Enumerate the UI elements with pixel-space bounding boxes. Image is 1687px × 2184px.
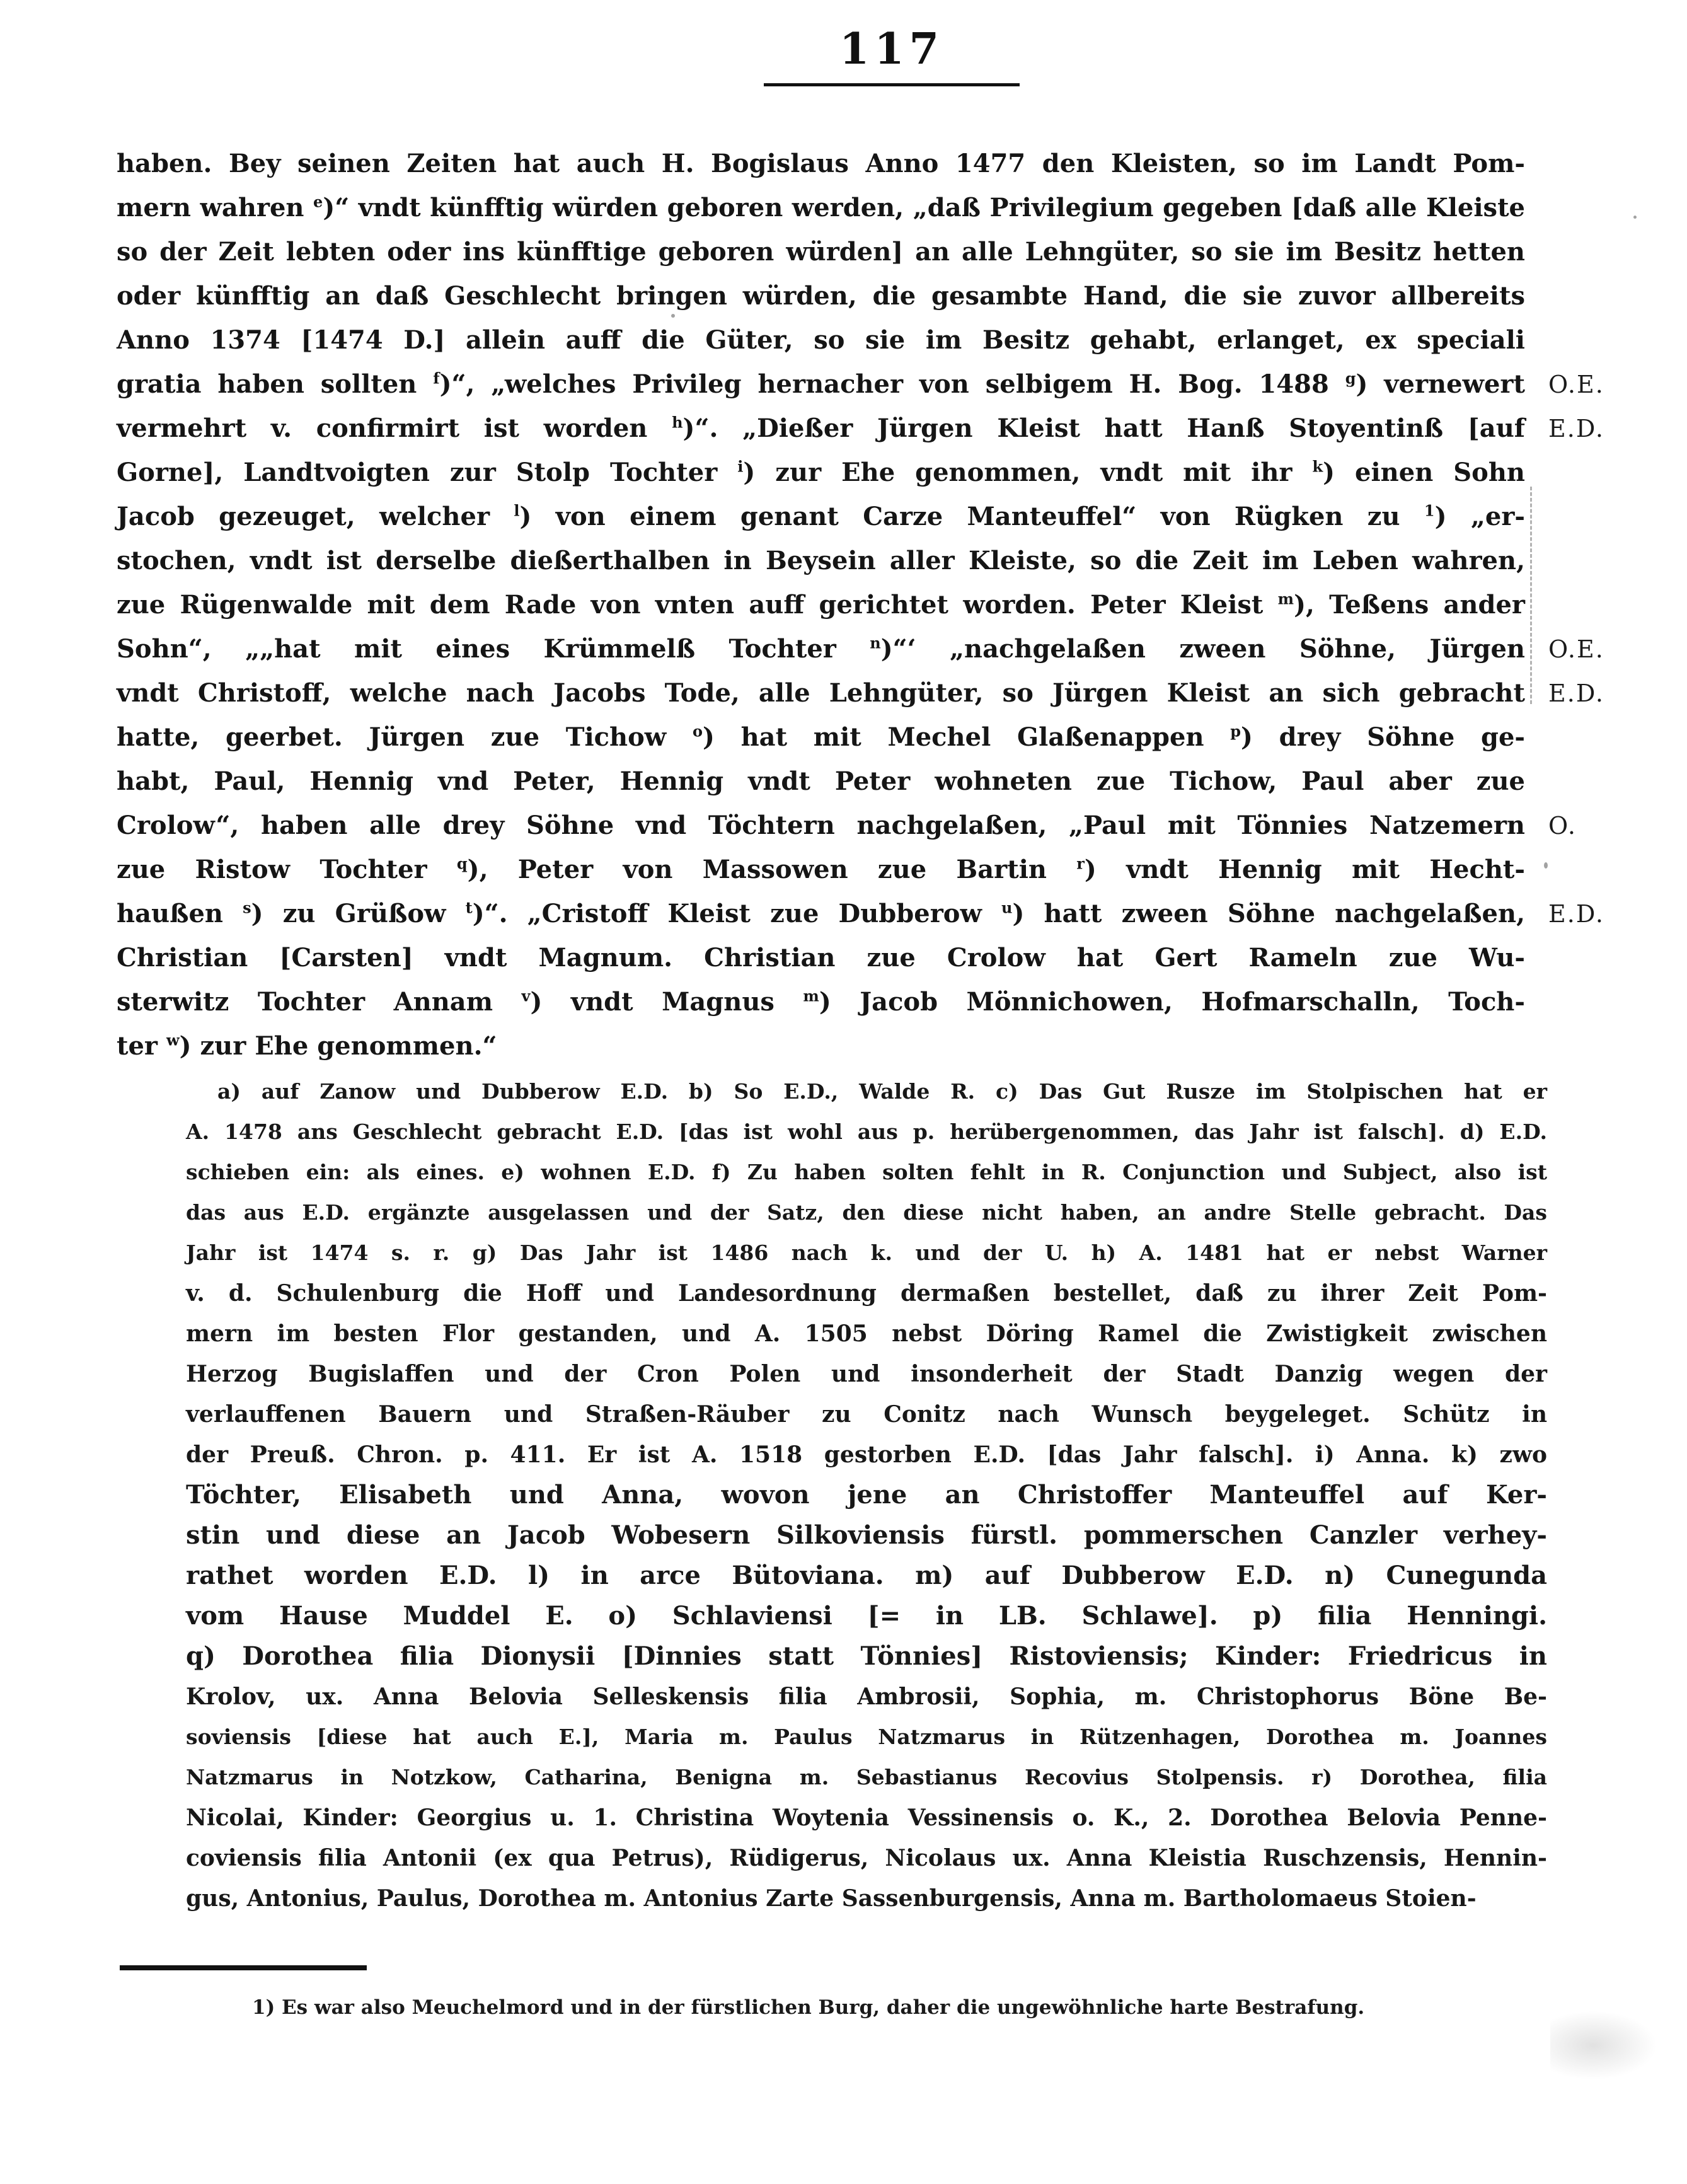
body-line: so der Zeit lebten oder ins künfftige geboren würden] an alle Lehngüter, so sie im Besitz hetten <box>117 237 1525 267</box>
scan-speck <box>1544 862 1548 869</box>
footnote-line: soviensis [diese hat auch E.], Maria m. Paulus Natzmarus in Rützenhagen, Dorothea m. Joannes <box>186 1725 1547 1749</box>
footnote-line: verlauffenen Bauern und Straßen-Räuber zu Conitz nach Wunsch beygeleget. Schütz in <box>186 1401 1547 1428</box>
scan-speck <box>671 314 675 318</box>
footnote-line: q) Dorothea filia Dionysii [Dinnies statt Tönnies] Ristoviensis; Kinder: Friedricus in <box>186 1641 1547 1671</box>
body-line: Gorne], Landtvoigten zur Stolp Tochter $^i$) zur Ehe genommen, vndt mit ihr $^k$) einen Sohn <box>117 457 1526 487</box>
footnote-line: schieben ein: als eines. e) wohnen E.D. f) Zu haben solten fehlt in R. Conjunction und Subject, also ist <box>186 1160 1547 1184</box>
footnote-line: a) auf Zanow und Dubberow E.D. b) So E.D., Walde R. c) Das Gut Rusze im Stolpischen hat er <box>217 1079 1547 1104</box>
body-line: mern wahren $^e$)“ vndt künfftig würden geboren werden, „daß Privilegium gegeben [daß alle Kleiste <box>117 192 1526 222</box>
body-line: haben. Bey seinen Zeiten hat auch H. Bogislaus Anno 1477 den Kleisten, so im Landt Pom- <box>117 149 1525 178</box>
scan-artifact-line <box>1530 487 1532 704</box>
margin-note: O.E. <box>1548 635 1604 663</box>
body-line: zue Ristow Tochter $^q$), Peter von Massowen zue Bartin $^r$) vndt Hennig mit Hecht- <box>117 854 1525 884</box>
footnote-line: rathet worden E.D. l) in arce Bütoviana. m) auf Dubberow E.D. n) Cunegunda <box>186 1561 1547 1590</box>
body-line: zue Rügenwalde mit dem Rade von vnten auff gerichtet worden. Peter Kleist $^m$), Teßens ander <box>117 589 1525 620</box>
footnotes-block <box>186 1072 1547 1919</box>
body-line: Anno 1374 [1474 D.] allein auff die Güter, so sie im Besitz gehabt, erlanget, ex speciali <box>117 325 1525 355</box>
footnote-line: Herzog Bugislaffen und der Cron Polen und insonderheit der Stadt Danzig wegen der <box>186 1361 1547 1387</box>
body-line: gratia haben sollten $^f$)“, „welches Privileg hernacher von selbigem H. Bog. 1488 $^g$) vernewert <box>117 369 1525 399</box>
margin-note: E.D. <box>1548 679 1605 707</box>
body-line: stochen, vndt ist derselbe dießerthalben in Beysein aller Kleiste, so die Zeit im Leben wahren, <box>117 546 1525 575</box>
main-text-block <box>117 142 1605 1068</box>
scan-speck <box>1633 216 1637 219</box>
footnote-line: mern im besten Flor gestanden, und A. 1505 nebst Döring Ramel die Zwistigkeit zwischen <box>186 1320 1547 1347</box>
footnote-line: coviensis filia Antonii (ex qua Petrus), Rüdigerus, Nicolaus ux. Anna Kleistia Ruschzensis, Hennin- <box>186 1845 1547 1871</box>
bottom-footnote: 1) Es war also Meuchelmord und in der fürstlichen Burg, daher die ungewöhnliche harte Bestrafung. <box>252 1996 1365 2019</box>
footnote-line: A. 1478 ans Geschlecht gebracht E.D. [das ist wohl aus p. herübergenommen, das Jahr ist falsch]. d) E.D. <box>186 1119 1547 1144</box>
footnote-line: Nicolai, Kinder: Georgius u. 1. Christina Woytenia Vessinensis o. K., 2. Dorothea Belovia Penne- <box>186 1805 1547 1831</box>
body-line: Jacob gezeuget, welcher $^l$) von einem genant Carze Manteuffel“ von Rügken zu $^1$) „er- <box>117 501 1526 531</box>
body-line: hatte, geerbet. Jürgen zue Tichow $^o$) hat mit Mechel Glaßenappen $^p$) drey Söhne ge- <box>117 722 1525 752</box>
footnote-line: Töchter, Elisabeth und Anna, wovon jene an Christoffer Manteuffel auf Ker- <box>186 1480 1547 1510</box>
footnote-line: stin und diese an Jacob Wobesern Silkoviensis fürstl. pommerschen Canzler verhey- <box>186 1520 1547 1550</box>
body-line: oder künfftig an daß Geschlecht bringen würden, die gesambte Hand, die sie zuvor allbereits <box>117 281 1525 311</box>
body-line: Christian [Carsten] vndt Magnum. Christian zue Crolow hat Gert Rameln zue Wu- <box>117 943 1525 973</box>
body-line: Sohn“, „„hat mit eines Krümmelß Tochter $^n$)“‘ „nachgelaßen zween Söhne, Jürgen <box>117 633 1525 664</box>
footnote-line: Natzmarus in Notzkow, Catharina, Benigna m. Sebastianus Recovius Stolpensis. r) Dorothea, filia <box>186 1765 1547 1789</box>
page-number: 117 <box>839 24 944 74</box>
footnote-line: gus, Antonius, Paulus, Dorothea m. Antonius Zarte Sassenburgensis, Anna m. Bartholomaeus Stoien- <box>186 1885 1477 1912</box>
footnote-line: v. d. Schulenburg die Hoff und Landesordnung dermaßen bestellet, daß zu ihrer Zeit Pom- <box>186 1280 1547 1307</box>
body-line: habt, Paul, Hennig vnd Peter, Hennig vndt Peter wohneten zue Tichow, Paul aber zue <box>117 766 1525 796</box>
page-number-rule <box>764 83 1020 86</box>
margin-note: O. <box>1548 812 1577 840</box>
body-line: ter $^w$) zur Ehe genommen.“ <box>117 1031 497 1061</box>
footnote-line: vom Hause Muddel E. o) Schlaviensi [= in LB. Schlawe]. p) filia Henningi. <box>186 1601 1547 1631</box>
body-line: vermehrt v. confirmirt ist worden $^h$)“. „Dießer Jürgen Kleist hatt Hanß Stoyentinß [auf <box>117 413 1525 443</box>
footnote-line: das aus E.D. ergänzte ausgelassen und der Satz, den diese nicht haben, an andre Stelle gebracht. Das <box>186 1200 1547 1225</box>
body-line: sterwitz Tochter Annam $^v$) vndt Magnus $^m$) Jacob Mönnichowen, Hofmarschalln, Toch- <box>117 986 1525 1017</box>
footnote-separator-rule <box>120 1965 367 1970</box>
margin-note: E.D. <box>1548 900 1605 928</box>
footnote-line: Jahr ist 1474 s. r. g) Das Jahr ist 1486 nach k. und der U. h) A. 1481 hat er nebst Warner <box>186 1240 1547 1265</box>
body-line: vndt Christoff, welche nach Jacobs Tode, alle Lehngüter, so Jürgen Kleist an sich gebracht <box>117 678 1525 708</box>
body-line: haußen $^s$) zu Grüßow $^t$)“. „Cristoff Kleist zue Dubberow $^u$) hatt zween Söhne nachgelaßen, <box>117 898 1525 928</box>
margin-note: E.D. <box>1548 415 1605 442</box>
footnote-line: der Preuß. Chron. p. 411. Er ist A. 1518 gestorben E.D. [das Jahr falsch]. i) Anna. k) zwo <box>186 1442 1547 1468</box>
scan-smudge <box>1550 2011 1657 2080</box>
margin-note: O.E. <box>1548 371 1604 398</box>
footnote-line: Krolov, ux. Anna Belovia Selleskensis filia Ambrosii, Sophia, m. Christophorus Böne Be- <box>186 1684 1547 1710</box>
body-line: Crolow“, haben alle drey Söhne vnd Töchtern nachgelaßen, „Paul mit Tönnies Natzemern <box>117 811 1525 840</box>
